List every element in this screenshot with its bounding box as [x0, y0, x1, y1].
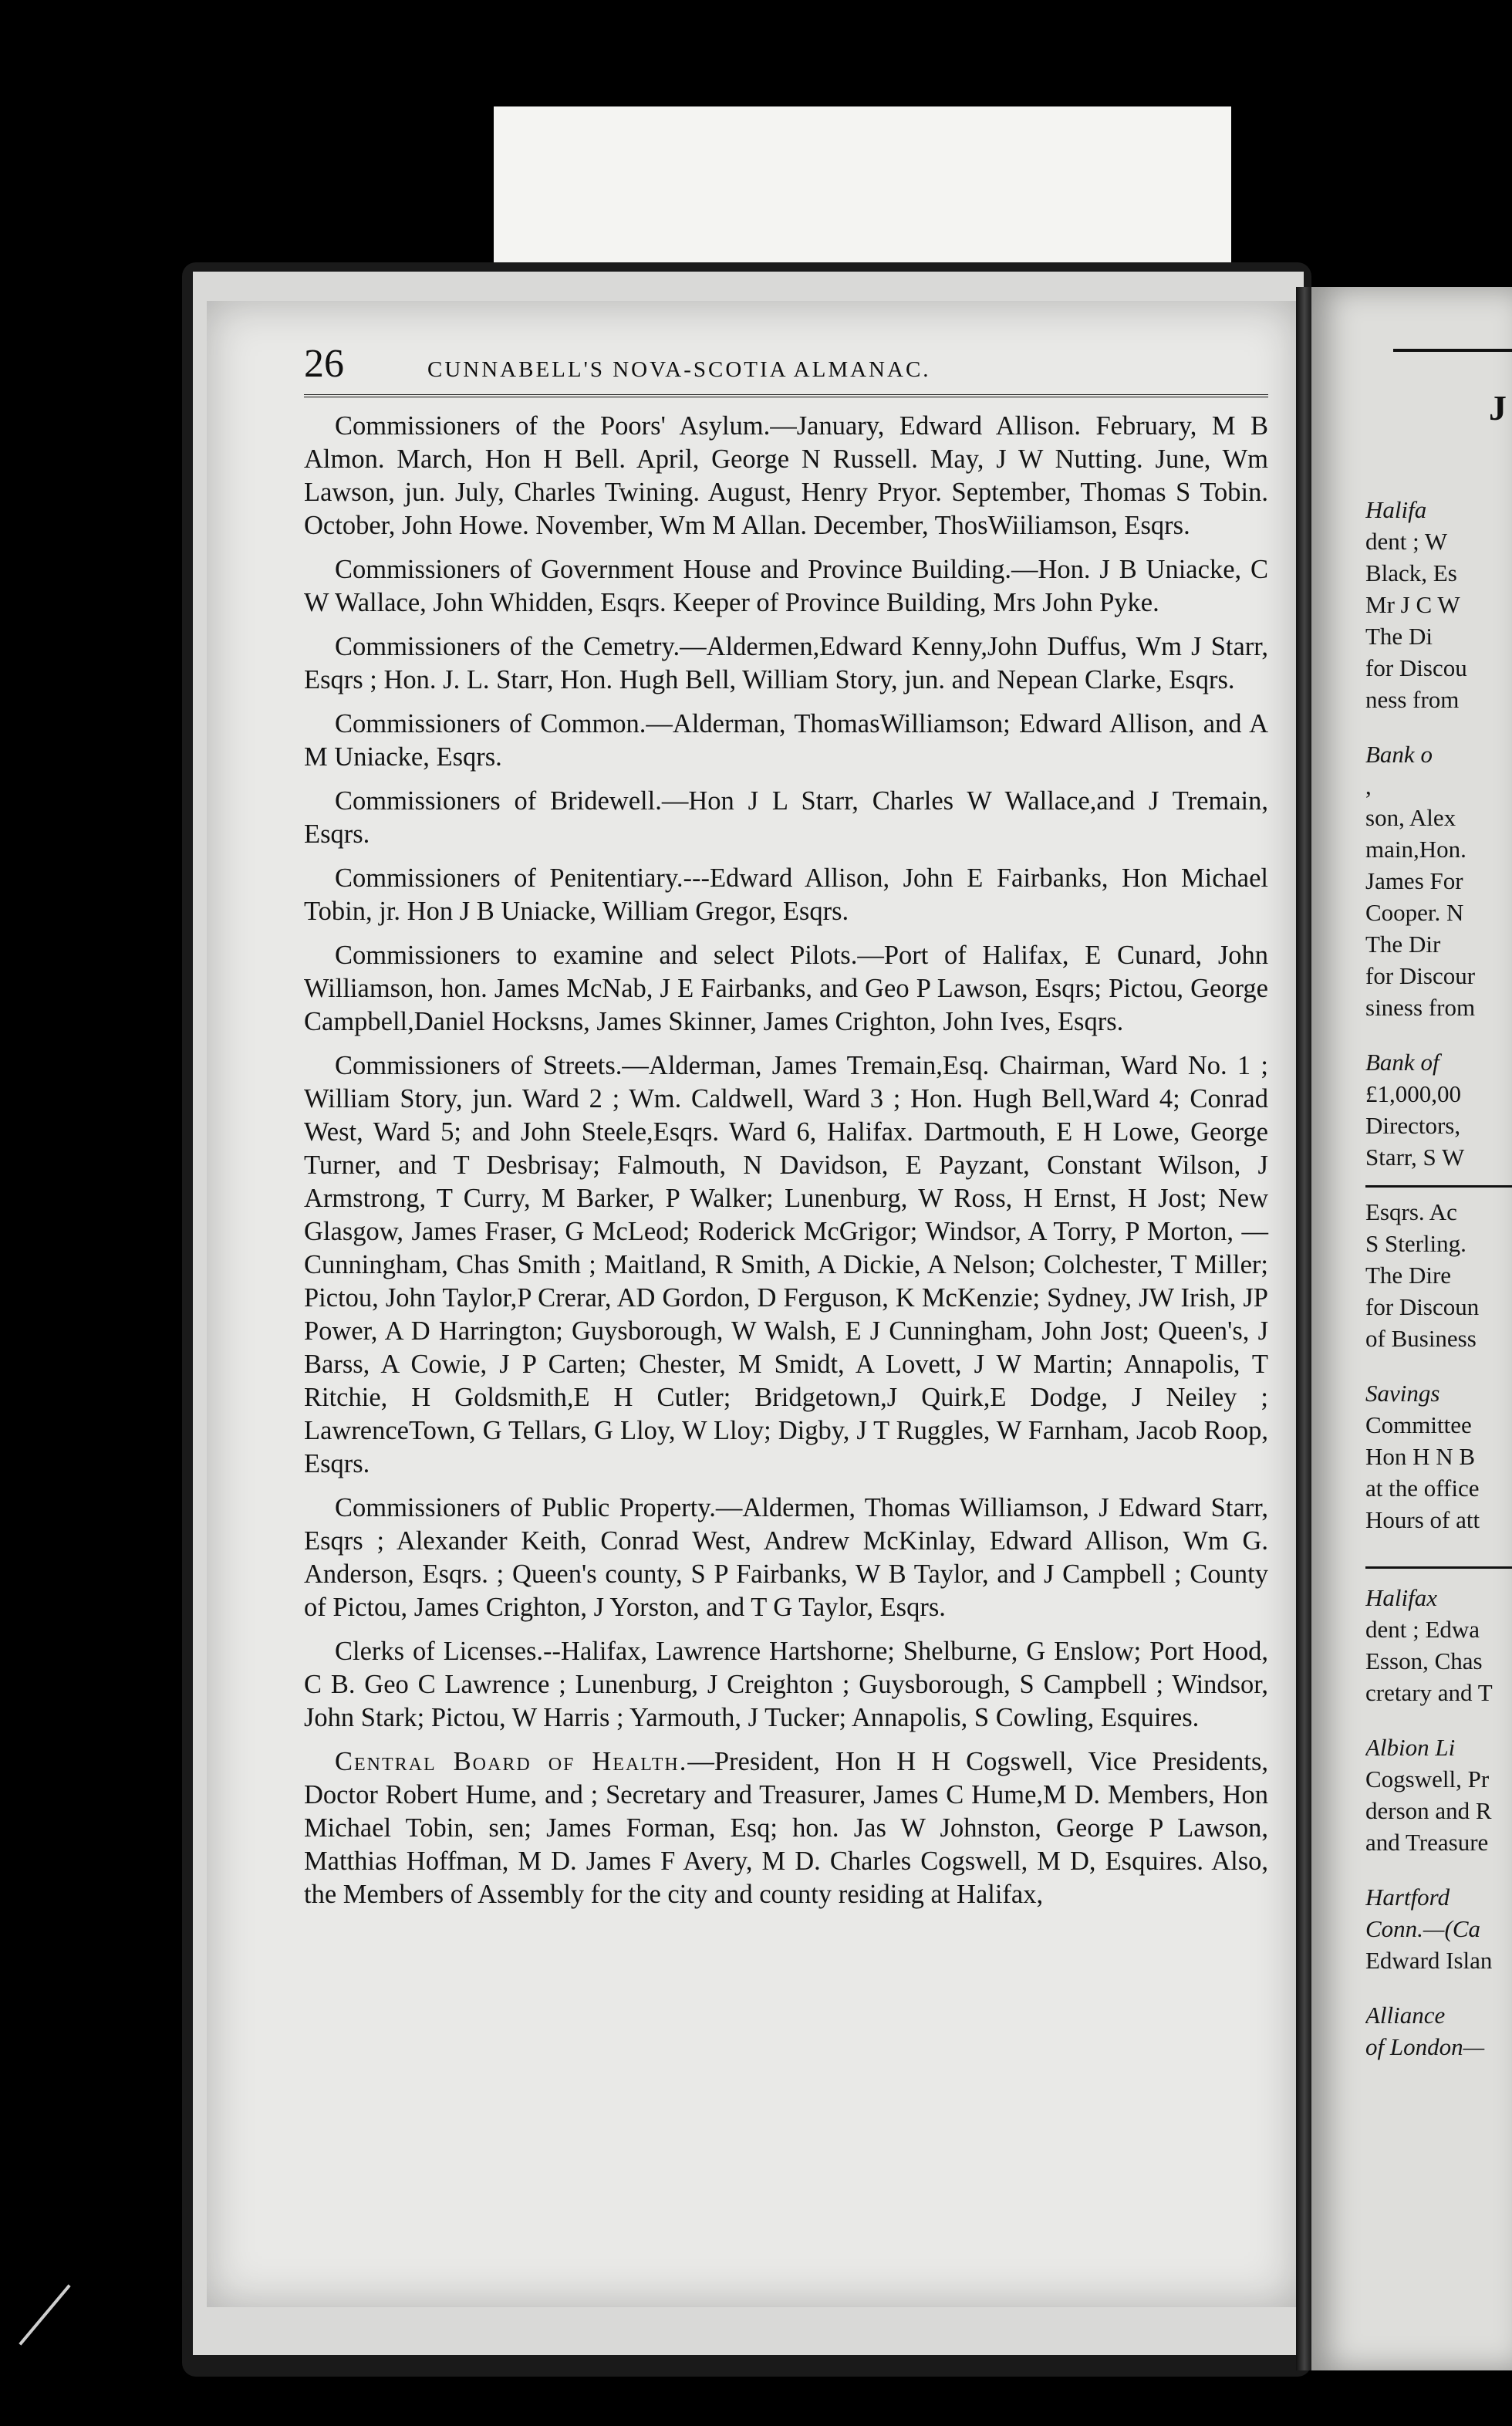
- paragraph-text: Commissioners of Penitentiary.---Edward Allison, John E Fairbanks, Hon Michael Tobin, jr. Hon J B Uniacke, William Gregor, Esqrs.: [304, 863, 1268, 926]
- paragraph: [304, 785, 1268, 851]
- right-page-line: at the office: [1365, 1475, 1480, 1502]
- running-head: CUNNABELL'S NOVA-SCOTIA ALMANAC.: [427, 357, 931, 382]
- page-content: [304, 341, 1268, 1922]
- spacer: [1365, 1173, 1512, 1196]
- paragraph: [304, 553, 1268, 620]
- paragraph-text: Commissioners to examine and select Pilots.—Port of Halifax, E Cunard, John Williamson, hon. James McNab, J E Fairbanks, and Geo P Lawson, Esqrs; Pictou, George Campbell,Daniel Hocksns, James Skinner, James Crighton, John Ives, Esqrs.: [304, 941, 1268, 1036]
- right-page-line: Cogswell, Pr: [1365, 1765, 1490, 1792]
- paragraph-text: Commissioners of Public Property.—Aldermen, Thomas Williamson, J Edward Starr, Esqrs ; Alexander Keith, Conrad West, Andrew McKinlay, Edward Allison, Wm G. Anderson, Esqrs. ; Queen's county, S P Fairbanks, W B Taylor, and J Campbell ; County of Pictou, James Crighton, J Yorston, and T G Taylor, Esqrs.: [304, 1493, 1268, 1622]
- scratch-mark: [19, 2284, 70, 2345]
- right-page-line: Bank of: [1365, 1049, 1439, 1076]
- paragraph-text: Commissioners of Bridewell.—Hon J L Starr, Charles W Wallace,and J Tremain, Esqrs.: [304, 786, 1268, 849]
- right-page-line: cretary and T: [1365, 1679, 1493, 1706]
- right-page-rule: [1393, 349, 1512, 352]
- right-page-line: Directors,: [1365, 1112, 1461, 1139]
- paragraph: [304, 630, 1268, 697]
- left-page: [207, 301, 1299, 2307]
- right-page-line: Black, Es: [1365, 559, 1457, 586]
- right-page-line: Halifa: [1365, 496, 1427, 523]
- paragraph: [304, 1492, 1268, 1624]
- body-text: [304, 410, 1268, 1911]
- spacer: [1365, 1354, 1512, 1377]
- right-page-line: Hon H N B: [1365, 1443, 1476, 1470]
- spacer: [1365, 1559, 1512, 1582]
- right-page-line: Edward Islan: [1365, 1947, 1493, 1974]
- right-page-line: son, Alex: [1365, 804, 1456, 831]
- spacer: [1365, 1976, 1512, 1999]
- right-page-line: derson and R: [1365, 1797, 1492, 1824]
- right-page-line: Albion Li: [1365, 1734, 1456, 1761]
- paragraph-text: Commissioners of Government House and Province Building.—Hon. J B Uniacke, C W Wallace, John Whidden, Esqrs. Keeper of Province Building, Mrs John Pyke.: [304, 555, 1268, 617]
- right-page-line: Cooper. N: [1365, 899, 1464, 926]
- paragraph: [304, 939, 1268, 1039]
- page-number: 26: [304, 342, 344, 386]
- right-page-line: for Discou: [1365, 654, 1467, 681]
- paragraph-text: Commissioners of the Poors' Asylum.—January, Edward Allison. February, M B Almon. March, Hon H Bell. April, George N Russell. May, J W Nutting. June, Wm Lawson, jun. July, Charles Twining. August, Henry Pryor. September, Thomas S Tobin. October, John Howe. November, Wm M Allan. December, ThosWiiliamson, Esqrs.: [304, 411, 1268, 540]
- right-page-line: of London—: [1365, 2033, 1485, 2060]
- right-page-line: dent ; W: [1365, 528, 1448, 555]
- right-page-line: James For: [1365, 867, 1463, 894]
- right-page-line: of Business: [1365, 1325, 1477, 1352]
- right-page-line: Alliance: [1365, 2002, 1446, 2029]
- right-page-line: Conn.—(Ca: [1365, 1915, 1480, 1942]
- right-page-line: for Discour: [1365, 962, 1476, 989]
- right-page-line: Savings: [1365, 1380, 1440, 1407]
- right-page-text: [1365, 494, 1512, 2063]
- right-page-line: for Discoun: [1365, 1293, 1480, 1320]
- right-page-line: ,: [1365, 772, 1372, 799]
- paragraph-text: Clerks of Licenses.--Halifax, Lawrence Hartshorne; Shelburne, G Enslow; Port Hood, C B. Geo C Lawrence ; Lunenburg, J Creighton ; Guysborough, S Campbell ; Windsor, John Stark; Pictou, W Harris ; Yarmouth, J Tucker; Annapolis, S Cowling, Esquires.: [304, 1637, 1268, 1732]
- right-page-line: Esqrs. Ac: [1365, 1198, 1457, 1225]
- right-page-line: Esson, Chas: [1365, 1647, 1483, 1674]
- paragraph: [304, 862, 1268, 928]
- spacer: [1365, 1858, 1512, 1881]
- right-page-line: £1,000,00: [1365, 1080, 1461, 1107]
- paragraph-text: Commissioners of Streets.—Alderman, James Tremain,Esq. Chairman, Ward No. 1 ; William Story, jun. Ward 2 ; Wm. Caldwell, Ward 3 ; Hon. Hugh Bell,Ward 4; Conrad West, Ward 5; and John Steele,Esqrs. Ward 6, Halifax. Dartmouth, E H Lowe, George Turner, and T Desbrisay; Falmouth, N Davidson, E Payzant, Constant Wilson, J Armstrong, T Curry, M Barker, P Walker; Lunenburg, W Ross, H Ernst, H Jost; New Glasgow, James Fraser, G McLeod; Roderick McGrigor; Windsor, A Torry, P Morton, — Cunningham, Chas Smith ; Maitland, R Smith, A Dickie, A Nelson; Colchester, T Miller; Pictou, John Taylor,P Crerar, AD Gordon, D Ferguson, K McKenzie; Sydney, JW Irish, JP Power, A D Harrington; Guysborough, W Walsh, E J Cunningham, John Jost; Queen's, J Barss, A Cowie, J P Carten; Chester, M Smidt, A Lovett, J W Martin; Annapolis, T Ritchie, H Goldsmith,E H Cutler; Bridgetown,J Quirk,E Dodge, J Neiley ; LawrenceTown, G Tellars, G Lloy, W Lloy; Digby, J T Ruggles, W Farnham, Jacob Roop, Esqrs.: [304, 1051, 1268, 1478]
- right-page-line: The Di: [1365, 623, 1433, 650]
- right-page-line: Starr, S W: [1365, 1144, 1465, 1171]
- right-page-line: dent ; Edwa: [1365, 1616, 1480, 1643]
- spacer: [1365, 1536, 1512, 1559]
- paragraph-text: —President, Hon H H Cogswell, Vice Presidents, Doctor Robert Hume, and ; Secretary and Treasurer, James C Hume,M D. Members, Hon Michael Tobin, sen; James Forman, Esq; hon. Jas W Johnston, George P Lawson, Matthias Hoffman, M D. James F Avery, M D. Charles Cogswell, M D, Esquires. Also, the Members of Assembly for the city and county residing at Halifax,: [304, 1747, 1268, 1909]
- right-page-line: main,Hon.: [1365, 836, 1466, 863]
- right-page-line: Mr J C W: [1365, 591, 1460, 618]
- page-header: [304, 341, 1268, 397]
- paragraph: [304, 1049, 1268, 1481]
- paragraph-text: Commissioners of the Cemetry.—Aldermen,Edward Kenny,John Duffus, Wm J Starr, Esqrs ; Hon. J. L. Starr, Hon. Hugh Bell, William Story, jun. and Nepean Clarke, Esqrs.: [304, 632, 1268, 694]
- paragraph-lead: Central Board of Health.: [335, 1747, 688, 1776]
- right-page-line: siness from: [1365, 994, 1476, 1021]
- right-page-line: S Sterling.: [1365, 1230, 1466, 1257]
- right-page-line: Committee: [1365, 1411, 1472, 1438]
- spacer: [1365, 715, 1512, 738]
- paragraph-text: Commissioners of Common.—Alderman, ThomasWilliamson; Edward Allison, and A M Uniacke, Esqrs.: [304, 709, 1268, 772]
- paragraph: [304, 1635, 1268, 1735]
- right-page-line: Hartford: [1365, 1884, 1450, 1911]
- right-page-line: ness from: [1365, 686, 1460, 713]
- right-page-line: The Dir: [1365, 931, 1441, 958]
- spacer: [1365, 1023, 1512, 1046]
- paragraph: [304, 1745, 1268, 1911]
- right-page-line: Bank o: [1365, 741, 1433, 768]
- right-page-line: The Dire: [1365, 1262, 1452, 1289]
- right-page-line: Hours of att: [1365, 1506, 1480, 1533]
- right-page-heading-letter: J: [1489, 388, 1507, 427]
- paragraph: [304, 410, 1268, 542]
- book-gutter: [1296, 287, 1313, 2370]
- spacer: [1365, 1708, 1512, 1732]
- right-page-line: Halifax: [1365, 1584, 1437, 1611]
- paragraph: [304, 708, 1268, 774]
- right-page-line: and Treasure: [1365, 1829, 1489, 1856]
